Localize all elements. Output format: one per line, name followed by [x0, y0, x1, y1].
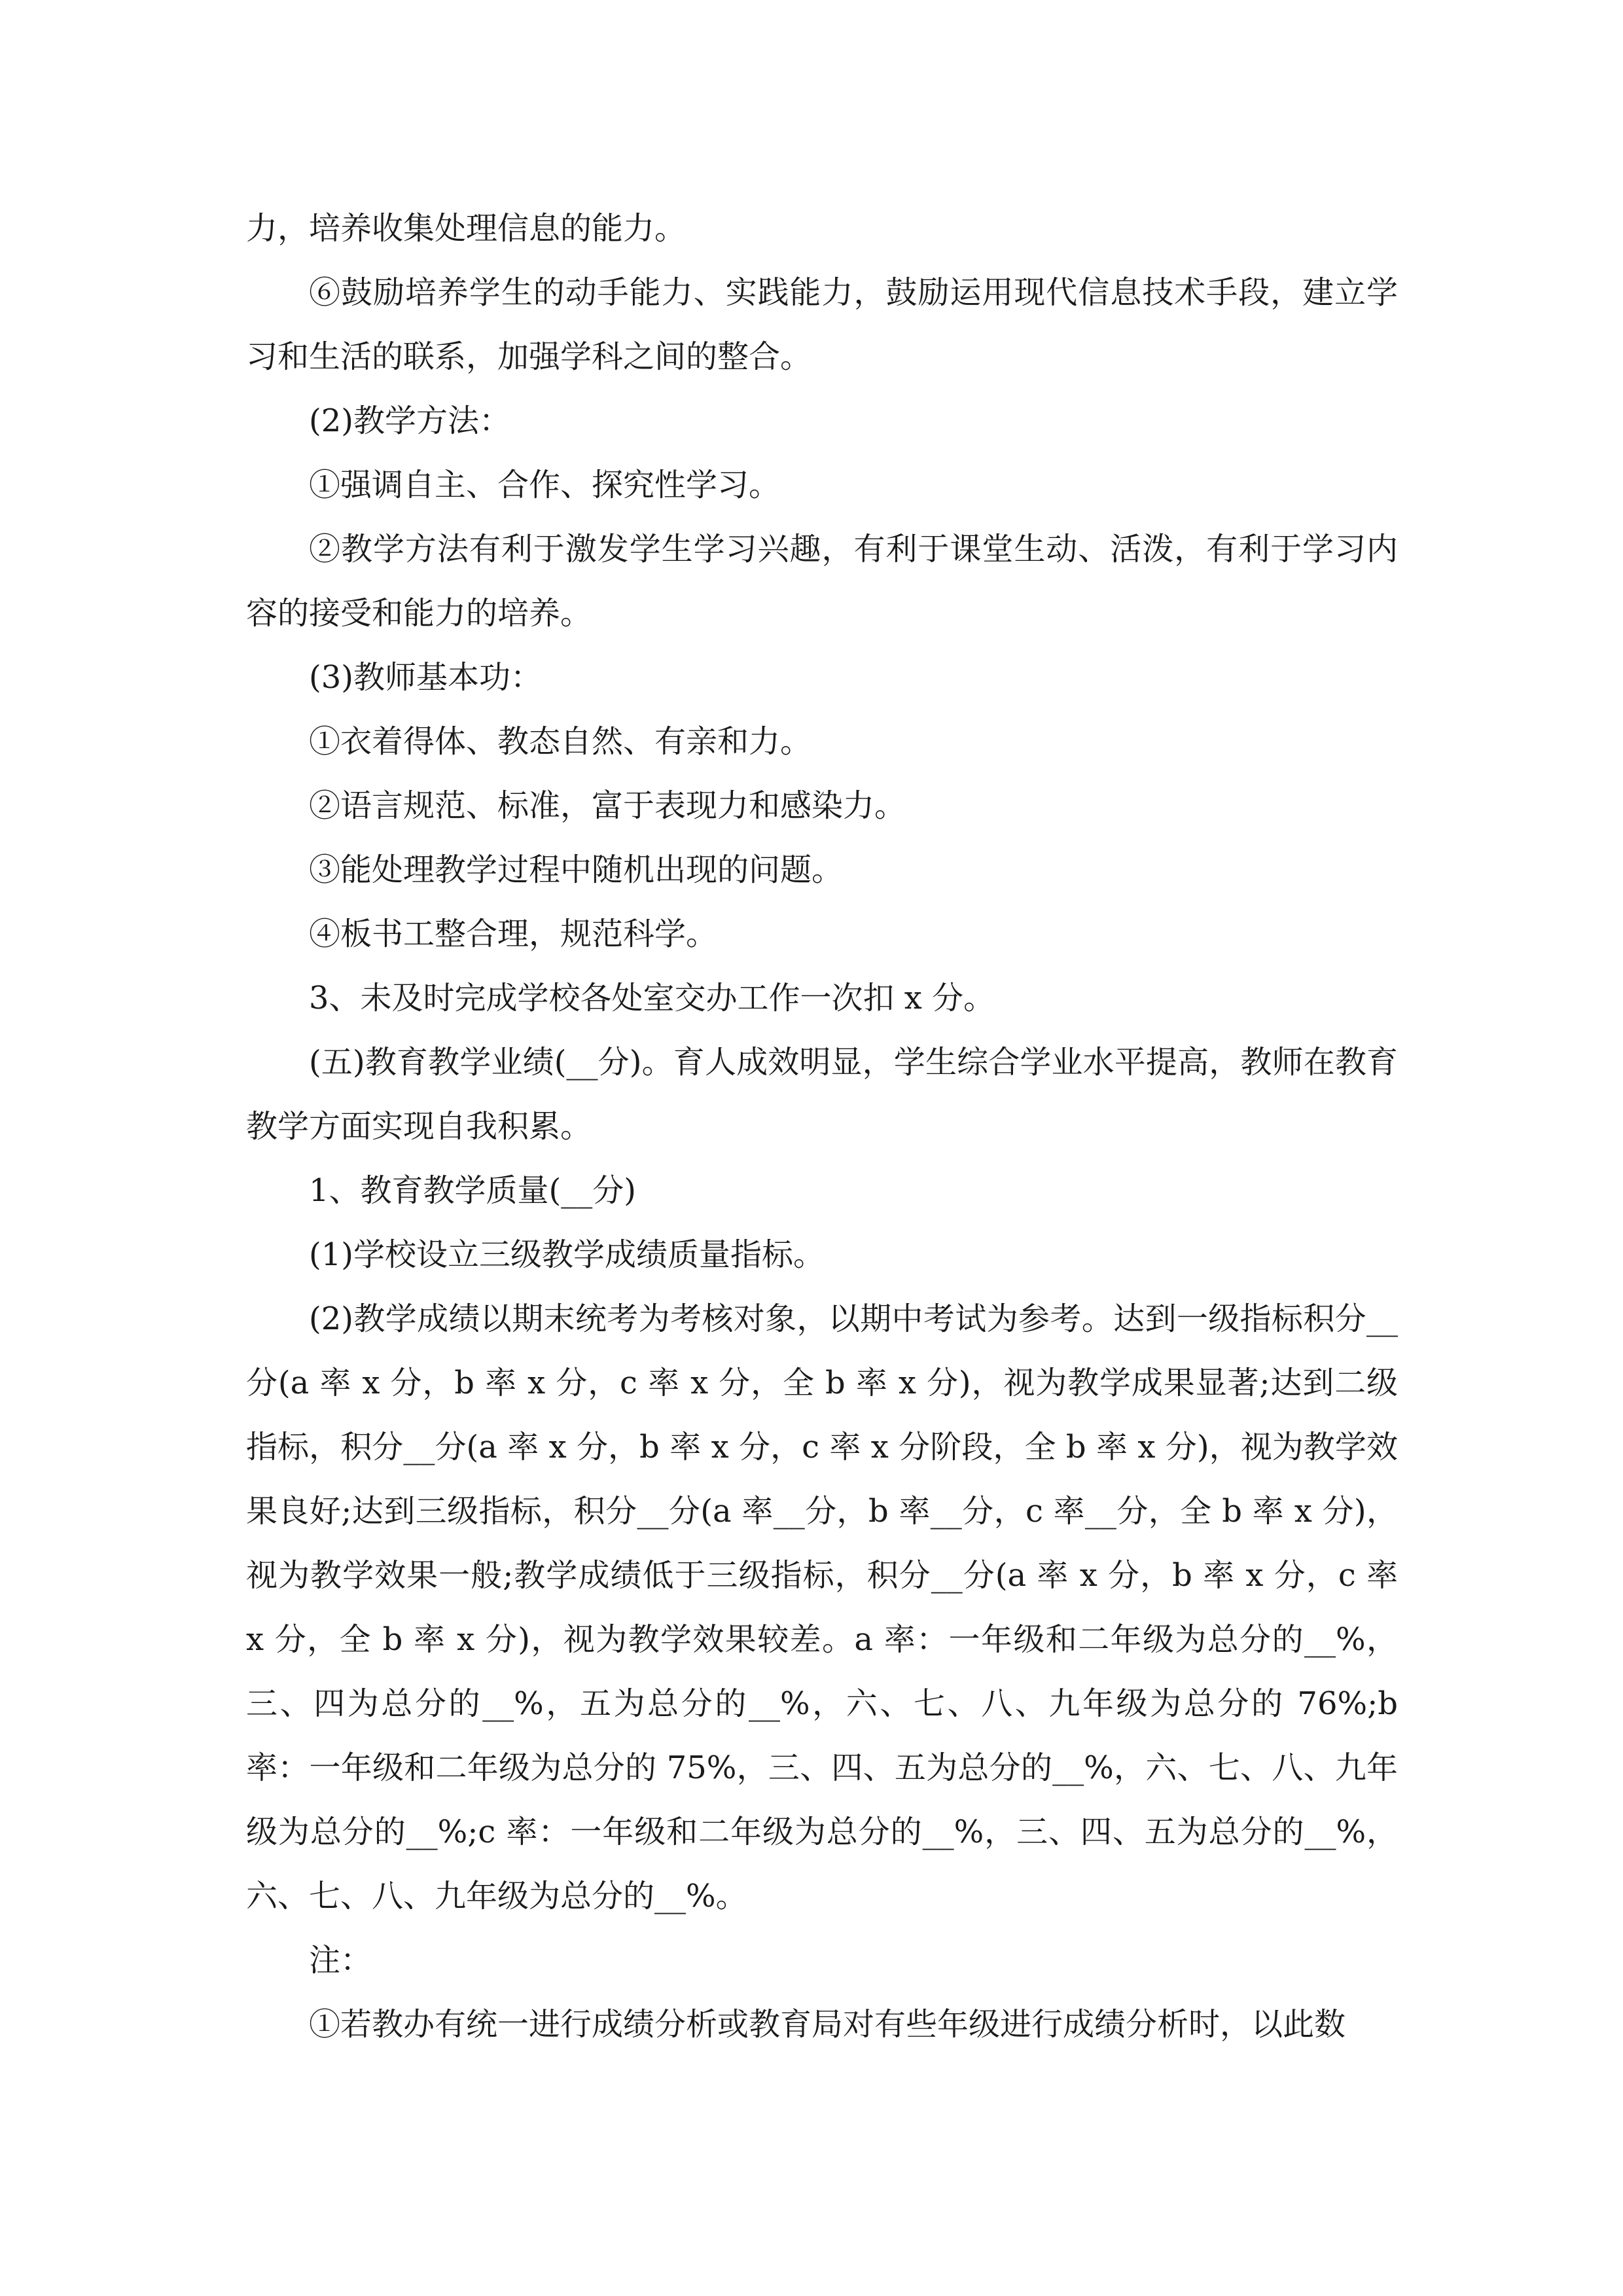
paragraph-continuation: 力，培养收集处理信息的能力。: [246, 210, 687, 247]
paragraph-skill-1: ①衣着得体、教态自然、有亲和力。: [309, 723, 812, 760]
paragraph-skill-4: ④板书工整合理，规范科学。: [309, 916, 718, 952]
paragraph-method-1: ①强调自主、合作、探究性学习。: [309, 467, 781, 503]
body-text: [246, 196, 1398, 2056]
paragraph-skill-2: ②语言规范、标准，富于表现力和感染力。: [309, 787, 906, 824]
paragraph-method-2: ②教学方法有利于激发学生学习兴趣，有利于课堂生动、活泼，有利于学习内容的接受和能力的培养。: [246, 531, 1398, 632]
heading-teaching-quality: 1、教育教学质量(__分): [309, 1172, 636, 1209]
heading-teacher-skills: (3)教师基本功：: [309, 659, 542, 696]
paragraph-quality-2: (2)教学成绩以期末统考为考核对象，以期中考试为参考。达到一级指标积分__分(a 率 x 分，b 率 x 分，c 率 x 分，全 b 率 x 分)，视为教学成果显著;达到二级指标，积分__分(a 率 x 分，b 率 x 分，c 率 x 分阶段，全 b 率 x 分)，视为教学效果良好;达到三级指标，积分__分(a 率__分，b 率__分，c 率__分，全 b 率 x 分)，视为教学效果一般;教学成绩低于三级指标，积分__分(a 率 x 分，b 率 x 分，c 率 x 分，全 b 率 x 分)，视为教学效果较差。a 率：一年级和二年级为总分的__%，三、四为总分的__%，五为总分的__%，六、七、八、九年级为总分的 76%;b 率：一年级和二年级为总分的 75%，三、四、五为总分的__%，六、七、八、九年级为总分的__%;c 率：一年级和二年级为总分的__%，三、四、五为总分的__%，六、七、八、九年级为总分的__%。: [246, 1300, 1398, 1914]
heading-note: 注：: [309, 1942, 372, 1979]
paragraph-skill-3: ③能处理教学过程中随机出现的问题。: [309, 852, 844, 888]
paragraph-note-1: ①若教办有统一进行成绩分析或教育局对有些年级进行成绩分析时，以此数: [309, 2006, 1346, 2043]
paragraph-quality-1: (1)学校设立三级教学成绩质量指标。: [309, 1236, 825, 1273]
paragraph-item-6: ⑥鼓励培养学生的动手能力、实践能力，鼓励运用现代信息技术手段，建立学习和生活的联系，加强学科之间的整合。: [246, 274, 1398, 375]
paragraph-item-3: 3、未及时完成学校各处室交办工作一次扣 x 分。: [309, 980, 995, 1016]
heading-teaching-methods: (2)教学方法：: [309, 403, 510, 439]
heading-section-5: (五)教育教学业绩(__分)。育人成效明显，学生综合学业水平提高，教师在教育教学方面实现自我积累。: [246, 1044, 1398, 1145]
